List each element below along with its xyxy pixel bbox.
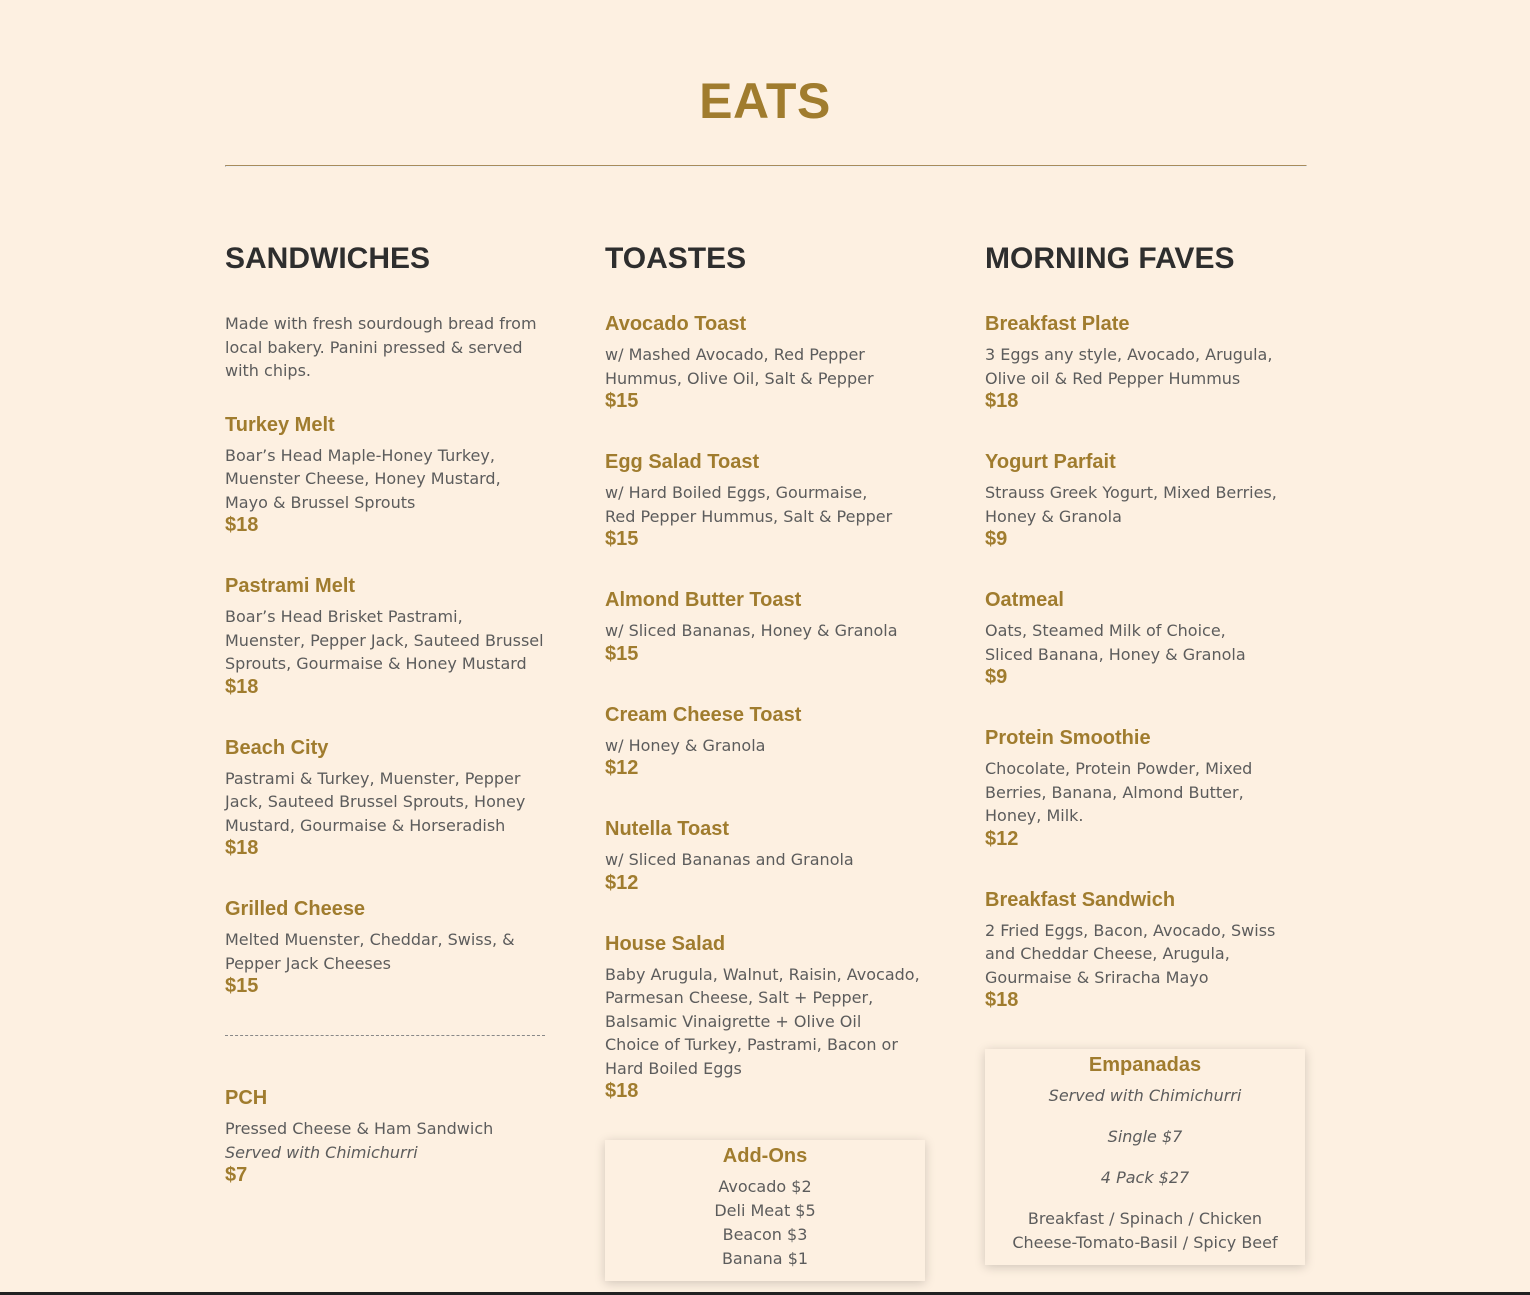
item-price: $18: [225, 837, 259, 859]
item-desc: 3 Eggs any style, Avocado, Arugula, Olive oil & Red Pepper Hummus: [985, 345, 1273, 388]
item-name: Pastrami Melt: [225, 575, 356, 597]
item-price: $9: [985, 666, 1008, 688]
toastes-column: [605, 240, 925, 1281]
item-desc: Melted Muenster, Cheddar, Swiss, & Pepper Jack Cheeses: [225, 930, 515, 973]
item-price: $12: [605, 871, 639, 894]
page-title: EATS: [699, 73, 831, 129]
empanadas-served: Served with Chimichurri: [1048, 1086, 1242, 1105]
sandwiches-column: [225, 240, 545, 1224]
item-name: Oatmeal: [985, 589, 1064, 611]
item-desc: Boar’s Head Maple-Honey Turkey, Muenster Cheese, Honey Mustard, Mayo & Brussel Sprouts: [225, 445, 501, 512]
section-title-toastes: TOASTES: [605, 242, 747, 275]
item-desc: 2 Fried Eggs, Bacon, Avocado, Swiss and Cheddar Cheese, Arugula, Gourmaise & Sriracha Mayo: [985, 920, 1276, 987]
item-name: Turkey Melt: [225, 413, 335, 436]
menu-item-pastrami-melt: [225, 574, 545, 699]
item-desc: w/ Sliced Bananas, Honey & Granola: [605, 621, 898, 640]
item-desc: w/ Honey & Granola: [605, 735, 766, 755]
addons-title: Add-Ons: [722, 1145, 808, 1167]
item-price: $9: [985, 528, 1008, 550]
menu-item-grilled-cheese: [225, 897, 545, 998]
item-price: $7: [225, 1164, 248, 1186]
item-desc: Pressed Cheese & Ham Sandwich: [225, 1119, 494, 1138]
item-desc: Chocolate, Protein Powder, Mixed Berries, Banana, Almond Butter, Honey, Milk.: [985, 759, 1253, 825]
menu-item-breakfast-plate: [985, 312, 1305, 413]
item-price: $15: [605, 390, 639, 412]
addon-item: Avocado $2: [718, 1177, 812, 1196]
item-price: $18: [985, 390, 1019, 412]
section-title-sandwiches: SANDWICHES: [225, 242, 431, 275]
empanadas-single: Single $7: [1107, 1127, 1183, 1146]
addon-item: Beacon $3: [722, 1225, 808, 1244]
title-divider: [225, 165, 1307, 167]
item-name: Nutella Toast: [605, 818, 730, 840]
item-price: $12: [605, 757, 639, 779]
item-price: $18: [605, 1080, 639, 1102]
item-price: $18: [985, 989, 1019, 1011]
item-desc: Strauss Greek Yogurt, Mixed Berries, Honey & Granola: [985, 483, 1277, 526]
menu-item-avocado-toast: [605, 312, 925, 413]
menu-item-cream-cheese-toast: [605, 703, 925, 781]
addon-item: Deli Meat $5: [714, 1201, 816, 1220]
item-desc: w/ Sliced Bananas and Granola: [605, 850, 854, 869]
item-desc: Pastrami & Turkey, Muenster, Pepper Jack, Sauteed Brussel Sprouts, Honey Mustard, Gourmaise & Horseradish: [225, 768, 526, 835]
empanadas-pack: 4 Pack $27: [1100, 1168, 1190, 1187]
morning-faves-column: [985, 240, 1305, 1265]
menu-item-house-salad: [605, 932, 925, 1104]
item-name: PCH: [225, 1087, 268, 1109]
item-name: Beach City: [225, 736, 329, 759]
item-name: Yogurt Parfait: [985, 451, 1116, 473]
menu-item-oatmeal: [985, 588, 1305, 689]
empanadas-flavors: Cheese-Tomato-Basil / Spicy Beef: [1012, 1233, 1278, 1252]
item-note: Served with Chimichurri: [225, 1142, 418, 1162]
menu-item-breakfast-sandwich: [985, 888, 1305, 1013]
addon-item: Banana $1: [721, 1249, 809, 1268]
item-price: $12: [985, 827, 1019, 850]
menu-item-egg-salad-toast: [605, 450, 925, 551]
item-desc: w/ Hard Boiled Eggs, Gourmaise, Red Pepper Hummus, Salt & Pepper: [605, 483, 893, 526]
item-price: $15: [225, 975, 259, 997]
item-price: $15: [605, 642, 639, 665]
menu-item-turkey-melt: [225, 413, 545, 538]
empanadas-flavors: Breakfast / Spinach / Chicken: [1027, 1209, 1263, 1228]
item-name: Grilled Cheese: [225, 898, 366, 920]
dashed-divider: [225, 1035, 545, 1036]
menu-item-yogurt-parfait: [985, 450, 1305, 551]
item-price: $18: [225, 675, 259, 698]
item-desc: Boar’s Head Brisket Pastrami, Muenster, Pepper Jack, Sauteed Brussel Sprouts, Gourmaise & Honey Mustard: [225, 607, 544, 673]
empanadas-title: Empanadas: [1088, 1054, 1202, 1076]
menu-item-nutella-toast: [605, 817, 925, 895]
menu-item-protein-smoothie: [985, 726, 1305, 851]
item-name: Protein Smoothie: [985, 727, 1151, 749]
item-name: House Salad: [605, 932, 726, 955]
menu-item-pch: [225, 1086, 545, 1187]
item-name: Cream Cheese Toast: [605, 703, 802, 726]
item-name: Almond Butter Toast: [605, 589, 802, 611]
menu-item-beach-city: [225, 736, 545, 861]
item-desc: Baby Arugula, Walnut, Raisin, Avocado, Parmesan Cheese, Salt + Pepper, Balsamic Vinaigrette + Olive Oil Choice of Turkey, Pastrami, Bacon or Hard Boiled Eggs: [605, 964, 920, 1078]
item-name: Breakfast Plate: [985, 313, 1130, 335]
menu-item-almond-butter-toast: [605, 588, 925, 666]
item-price: $15: [605, 528, 639, 550]
section-title-morning-faves: MORNING FAVES: [985, 242, 1235, 275]
item-name: Avocado Toast: [605, 313, 747, 335]
item-desc: Oats, Steamed Milk of Choice, Sliced Banana, Honey & Granola: [985, 621, 1246, 664]
item-desc: w/ Mashed Avocado, Red Pepper Hummus, Olive Oil, Salt & Pepper: [605, 345, 874, 388]
addons-box: [605, 1140, 925, 1281]
item-name: Egg Salad Toast: [605, 451, 760, 473]
sandwiches-intro: Made with fresh sourdough bread from local bakery. Panini pressed & served with chips.: [225, 314, 537, 380]
item-name: Breakfast Sandwich: [985, 888, 1176, 911]
empanadas-box: [985, 1049, 1305, 1265]
item-price: $18: [225, 514, 259, 536]
